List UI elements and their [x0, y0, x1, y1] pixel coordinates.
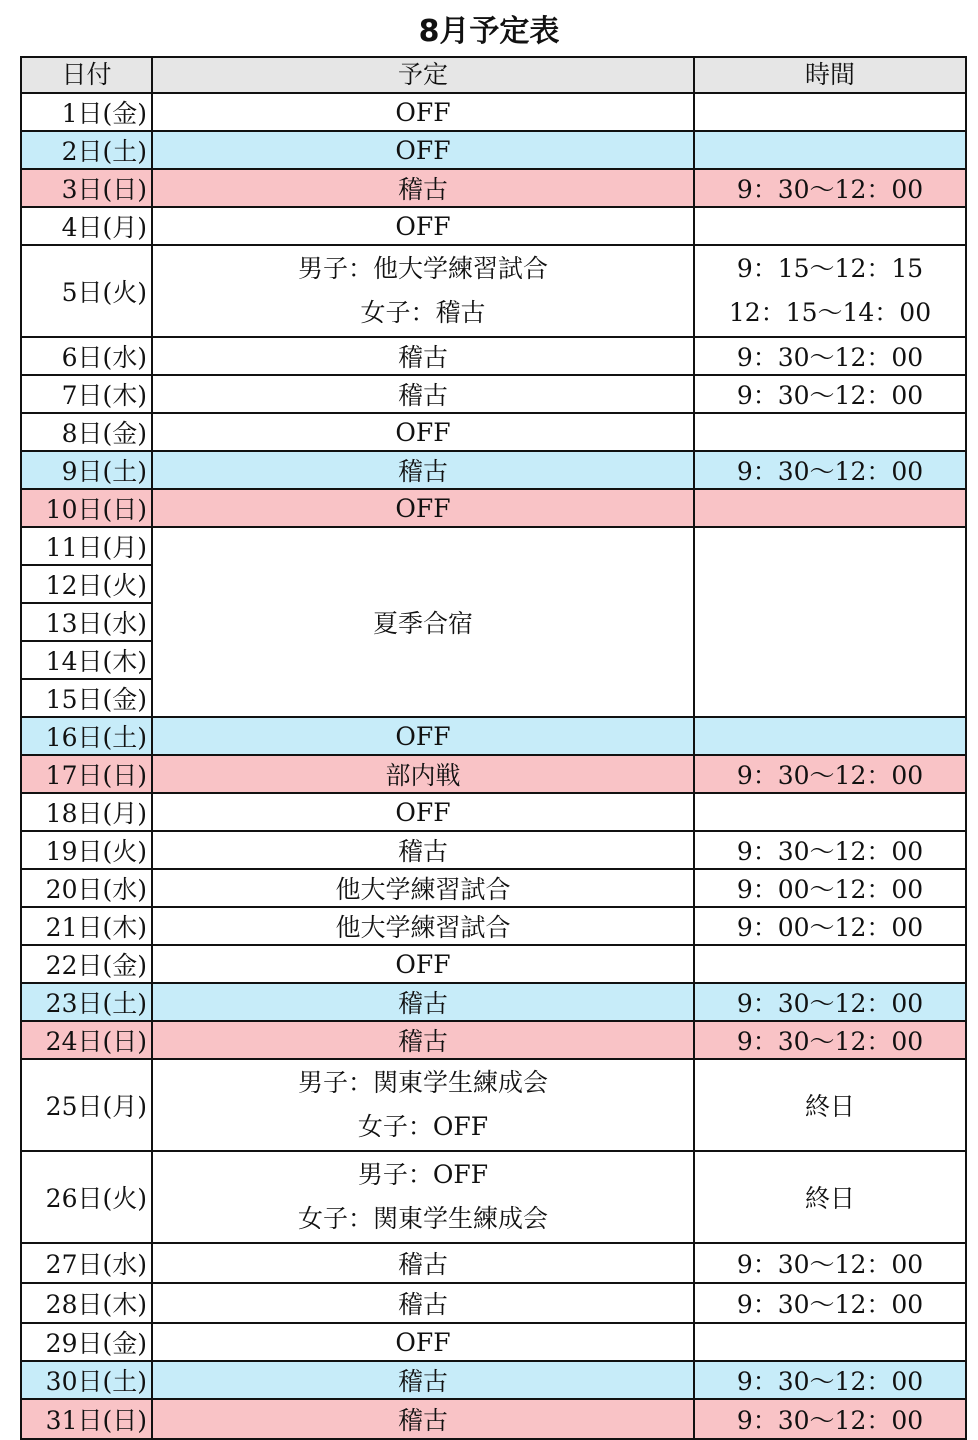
- time-text: 終日: [804, 1184, 855, 1213]
- table-row: [21, 1151, 966, 1243]
- table-row: [21, 945, 966, 983]
- plan-text: 稽古: [397, 989, 448, 1018]
- plan-cell: [152, 413, 694, 451]
- time-cell: [694, 169, 966, 207]
- plan-text: 部内戦: [385, 761, 461, 790]
- plan-cell: [152, 755, 694, 793]
- header-time: 時間: [694, 57, 966, 93]
- plan-text: OFF: [395, 721, 451, 751]
- plan-cell: [152, 945, 694, 983]
- date-cell: 26日(火): [21, 1151, 152, 1243]
- date-cell: 13日(水): [21, 603, 152, 641]
- table-row: [21, 793, 966, 831]
- time-cell: [694, 245, 966, 337]
- plan-text: 夏季合宿: [372, 609, 473, 638]
- plan-text: 他大学練習試合: [335, 913, 511, 942]
- time-cell: [694, 1243, 966, 1283]
- date-cell: 8日(金): [21, 413, 152, 451]
- table-row: [21, 337, 966, 375]
- time-cell: [694, 1151, 966, 1243]
- plan-text: OFF: [395, 211, 451, 241]
- time-cell: [694, 755, 966, 793]
- plan-cell: [152, 451, 694, 489]
- plan-cell: [152, 831, 694, 869]
- date-cell: 16日(土): [21, 717, 152, 755]
- time-cell: [694, 489, 966, 527]
- header-plan: 予定: [152, 57, 694, 93]
- plan-cell: [152, 983, 694, 1021]
- time-text: 9：30～12：00: [736, 837, 924, 866]
- date-cell: 4日(月): [21, 207, 152, 245]
- time-cell: [694, 1323, 966, 1361]
- table-row: [21, 1283, 966, 1323]
- plan-cell: [152, 489, 694, 527]
- time-cell: [694, 1361, 966, 1399]
- table-row: [21, 755, 966, 793]
- date-cell: 18日(月): [21, 793, 152, 831]
- table-row: [21, 93, 966, 131]
- date-cell: 15日(金): [21, 679, 152, 717]
- time-text: 9：00～12：00: [736, 913, 924, 942]
- header-date: 日付: [21, 57, 152, 93]
- plan-cell: [152, 375, 694, 413]
- time-cell: [694, 207, 966, 245]
- time-text: 9：30～12：00: [736, 1367, 924, 1396]
- plan-text: 他大学練習試合: [335, 875, 511, 904]
- table-row: [21, 451, 966, 489]
- date-cell: 21日(木): [21, 907, 152, 945]
- plan-cell: [152, 1361, 694, 1399]
- date-cell: 23日(土): [21, 983, 152, 1021]
- plan-text: 稽古: [397, 381, 448, 410]
- time-cell: [694, 907, 966, 945]
- table-row: [21, 1243, 966, 1283]
- time-text: 9：30～12：00: [736, 989, 924, 1018]
- time-text: 終日: [804, 1092, 855, 1121]
- table-row: [21, 983, 966, 1021]
- plan-text: OFF: [395, 417, 451, 447]
- plan-text: 男子：OFF: [357, 1160, 489, 1189]
- plan-text: 稽古: [397, 837, 448, 866]
- table-row: [21, 907, 966, 945]
- date-cell: 27日(水): [21, 1243, 152, 1283]
- time-cell: [694, 869, 966, 907]
- plan-cell: [152, 1243, 694, 1283]
- plan-text: OFF: [395, 135, 451, 165]
- date-cell: 6日(水): [21, 337, 152, 375]
- date-cell: 22日(金): [21, 945, 152, 983]
- table-row: [21, 413, 966, 451]
- table-row: [21, 717, 966, 755]
- schedule-table: [20, 56, 967, 1440]
- plan-cell: [152, 337, 694, 375]
- time-cell: [694, 1399, 966, 1439]
- time-cell: [694, 527, 966, 717]
- time-text: 9：30～12：00: [736, 343, 924, 372]
- time-cell: [694, 1059, 966, 1151]
- header-row: [21, 57, 966, 93]
- date-cell: 25日(月): [21, 1059, 152, 1151]
- date-cell: 17日(日): [21, 755, 152, 793]
- time-cell: [694, 93, 966, 131]
- table-row: [21, 489, 966, 527]
- time-cell: [694, 451, 966, 489]
- plan-text: OFF: [395, 949, 451, 979]
- plan-cell: [152, 717, 694, 755]
- plan-text: 稽古: [397, 343, 448, 372]
- table-row: [21, 245, 966, 337]
- table-row: [21, 207, 966, 245]
- plan-cell: [152, 793, 694, 831]
- plan-text: 女子：関東学生練成会: [297, 1204, 548, 1233]
- plan-text: 稽古: [397, 175, 448, 204]
- date-cell: 19日(火): [21, 831, 152, 869]
- time-cell: [694, 717, 966, 755]
- plan-text: OFF: [395, 1327, 451, 1357]
- plan-cell: [152, 869, 694, 907]
- time-cell: [694, 337, 966, 375]
- date-cell: 3日(日): [21, 169, 152, 207]
- table-row: [21, 831, 966, 869]
- date-cell: 2日(土): [21, 131, 152, 169]
- plan-cell: [152, 1059, 694, 1151]
- time-text: 9：30～12：00: [736, 381, 924, 410]
- plan-text: 稽古: [397, 457, 448, 486]
- date-cell: 11日(月): [21, 527, 152, 565]
- date-cell: 20日(水): [21, 869, 152, 907]
- date-cell: 29日(金): [21, 1323, 152, 1361]
- time-cell: [694, 375, 966, 413]
- date-cell: 9日(土): [21, 451, 152, 489]
- time-text: 9：30～12：00: [736, 457, 924, 486]
- table-row: [21, 1059, 966, 1151]
- plan-text: 稽古: [397, 1250, 448, 1279]
- time-text: 9：30～12：00: [736, 1250, 924, 1279]
- time-cell: [694, 413, 966, 451]
- table-row: [21, 1021, 966, 1059]
- time-text: 12：15～14：00: [728, 298, 932, 327]
- table-row: [21, 375, 966, 413]
- date-cell: 5日(火): [21, 245, 152, 337]
- schedule-body: [21, 93, 966, 1439]
- plan-cell: [152, 1399, 694, 1439]
- date-cell: 24日(日): [21, 1021, 152, 1059]
- time-cell: [694, 983, 966, 1021]
- plan-cell: [152, 169, 694, 207]
- plan-cell: [152, 1151, 694, 1243]
- plan-text: 女子：OFF: [357, 1112, 489, 1141]
- time-cell: [694, 131, 966, 169]
- plan-cell: [152, 527, 694, 717]
- plan-text: 女子：稽古: [360, 298, 486, 327]
- plan-cell: [152, 245, 694, 337]
- table-row: [21, 131, 966, 169]
- time-cell: [694, 831, 966, 869]
- time-text: 9：00～12：00: [736, 875, 924, 904]
- time-text: 9：30～12：00: [736, 175, 924, 204]
- date-cell: 12日(火): [21, 565, 152, 603]
- plan-cell: [152, 207, 694, 245]
- time-cell: [694, 793, 966, 831]
- time-text: 9：30～12：00: [736, 1406, 924, 1435]
- plan-cell: [152, 1283, 694, 1323]
- plan-cell: [152, 131, 694, 169]
- date-cell: 30日(土): [21, 1361, 152, 1399]
- table-row: [21, 869, 966, 907]
- table-row: [21, 169, 966, 207]
- plan-text: 稽古: [397, 1367, 448, 1396]
- date-cell: 10日(日): [21, 489, 152, 527]
- page-title: 8月予定表: [418, 14, 560, 49]
- plan-cell: [152, 907, 694, 945]
- table-row: [21, 1323, 966, 1361]
- plan-text: 稽古: [397, 1027, 448, 1056]
- plan-cell: [152, 93, 694, 131]
- plan-cell: [152, 1323, 694, 1361]
- plan-text: 男子：関東学生練成会: [297, 1068, 548, 1097]
- plan-text: OFF: [395, 797, 451, 827]
- date-cell: 7日(木): [21, 375, 152, 413]
- time-text: 9：30～12：00: [736, 761, 924, 790]
- date-cell: 1日(金): [21, 93, 152, 131]
- table-row: [21, 527, 966, 565]
- time-cell: [694, 945, 966, 983]
- time-cell: [694, 1283, 966, 1323]
- time-text: 9：30～12：00: [736, 1027, 924, 1056]
- plan-text: 稽古: [397, 1406, 448, 1435]
- table-row: [21, 1399, 966, 1439]
- plan-text: OFF: [395, 97, 451, 127]
- date-cell: 31日(日): [21, 1399, 152, 1439]
- plan-text: 稽古: [397, 1290, 448, 1319]
- plan-text: 男子：他大学練習試合: [297, 254, 548, 283]
- plan-text: OFF: [395, 493, 451, 523]
- time-text: 9：15～12：15: [736, 254, 924, 283]
- plan-cell: [152, 1021, 694, 1059]
- table-row: [21, 1361, 966, 1399]
- date-cell: 28日(木): [21, 1283, 152, 1323]
- time-cell: [694, 1021, 966, 1059]
- time-text: 9：30～12：00: [736, 1290, 924, 1319]
- date-cell: 14日(木): [21, 641, 152, 679]
